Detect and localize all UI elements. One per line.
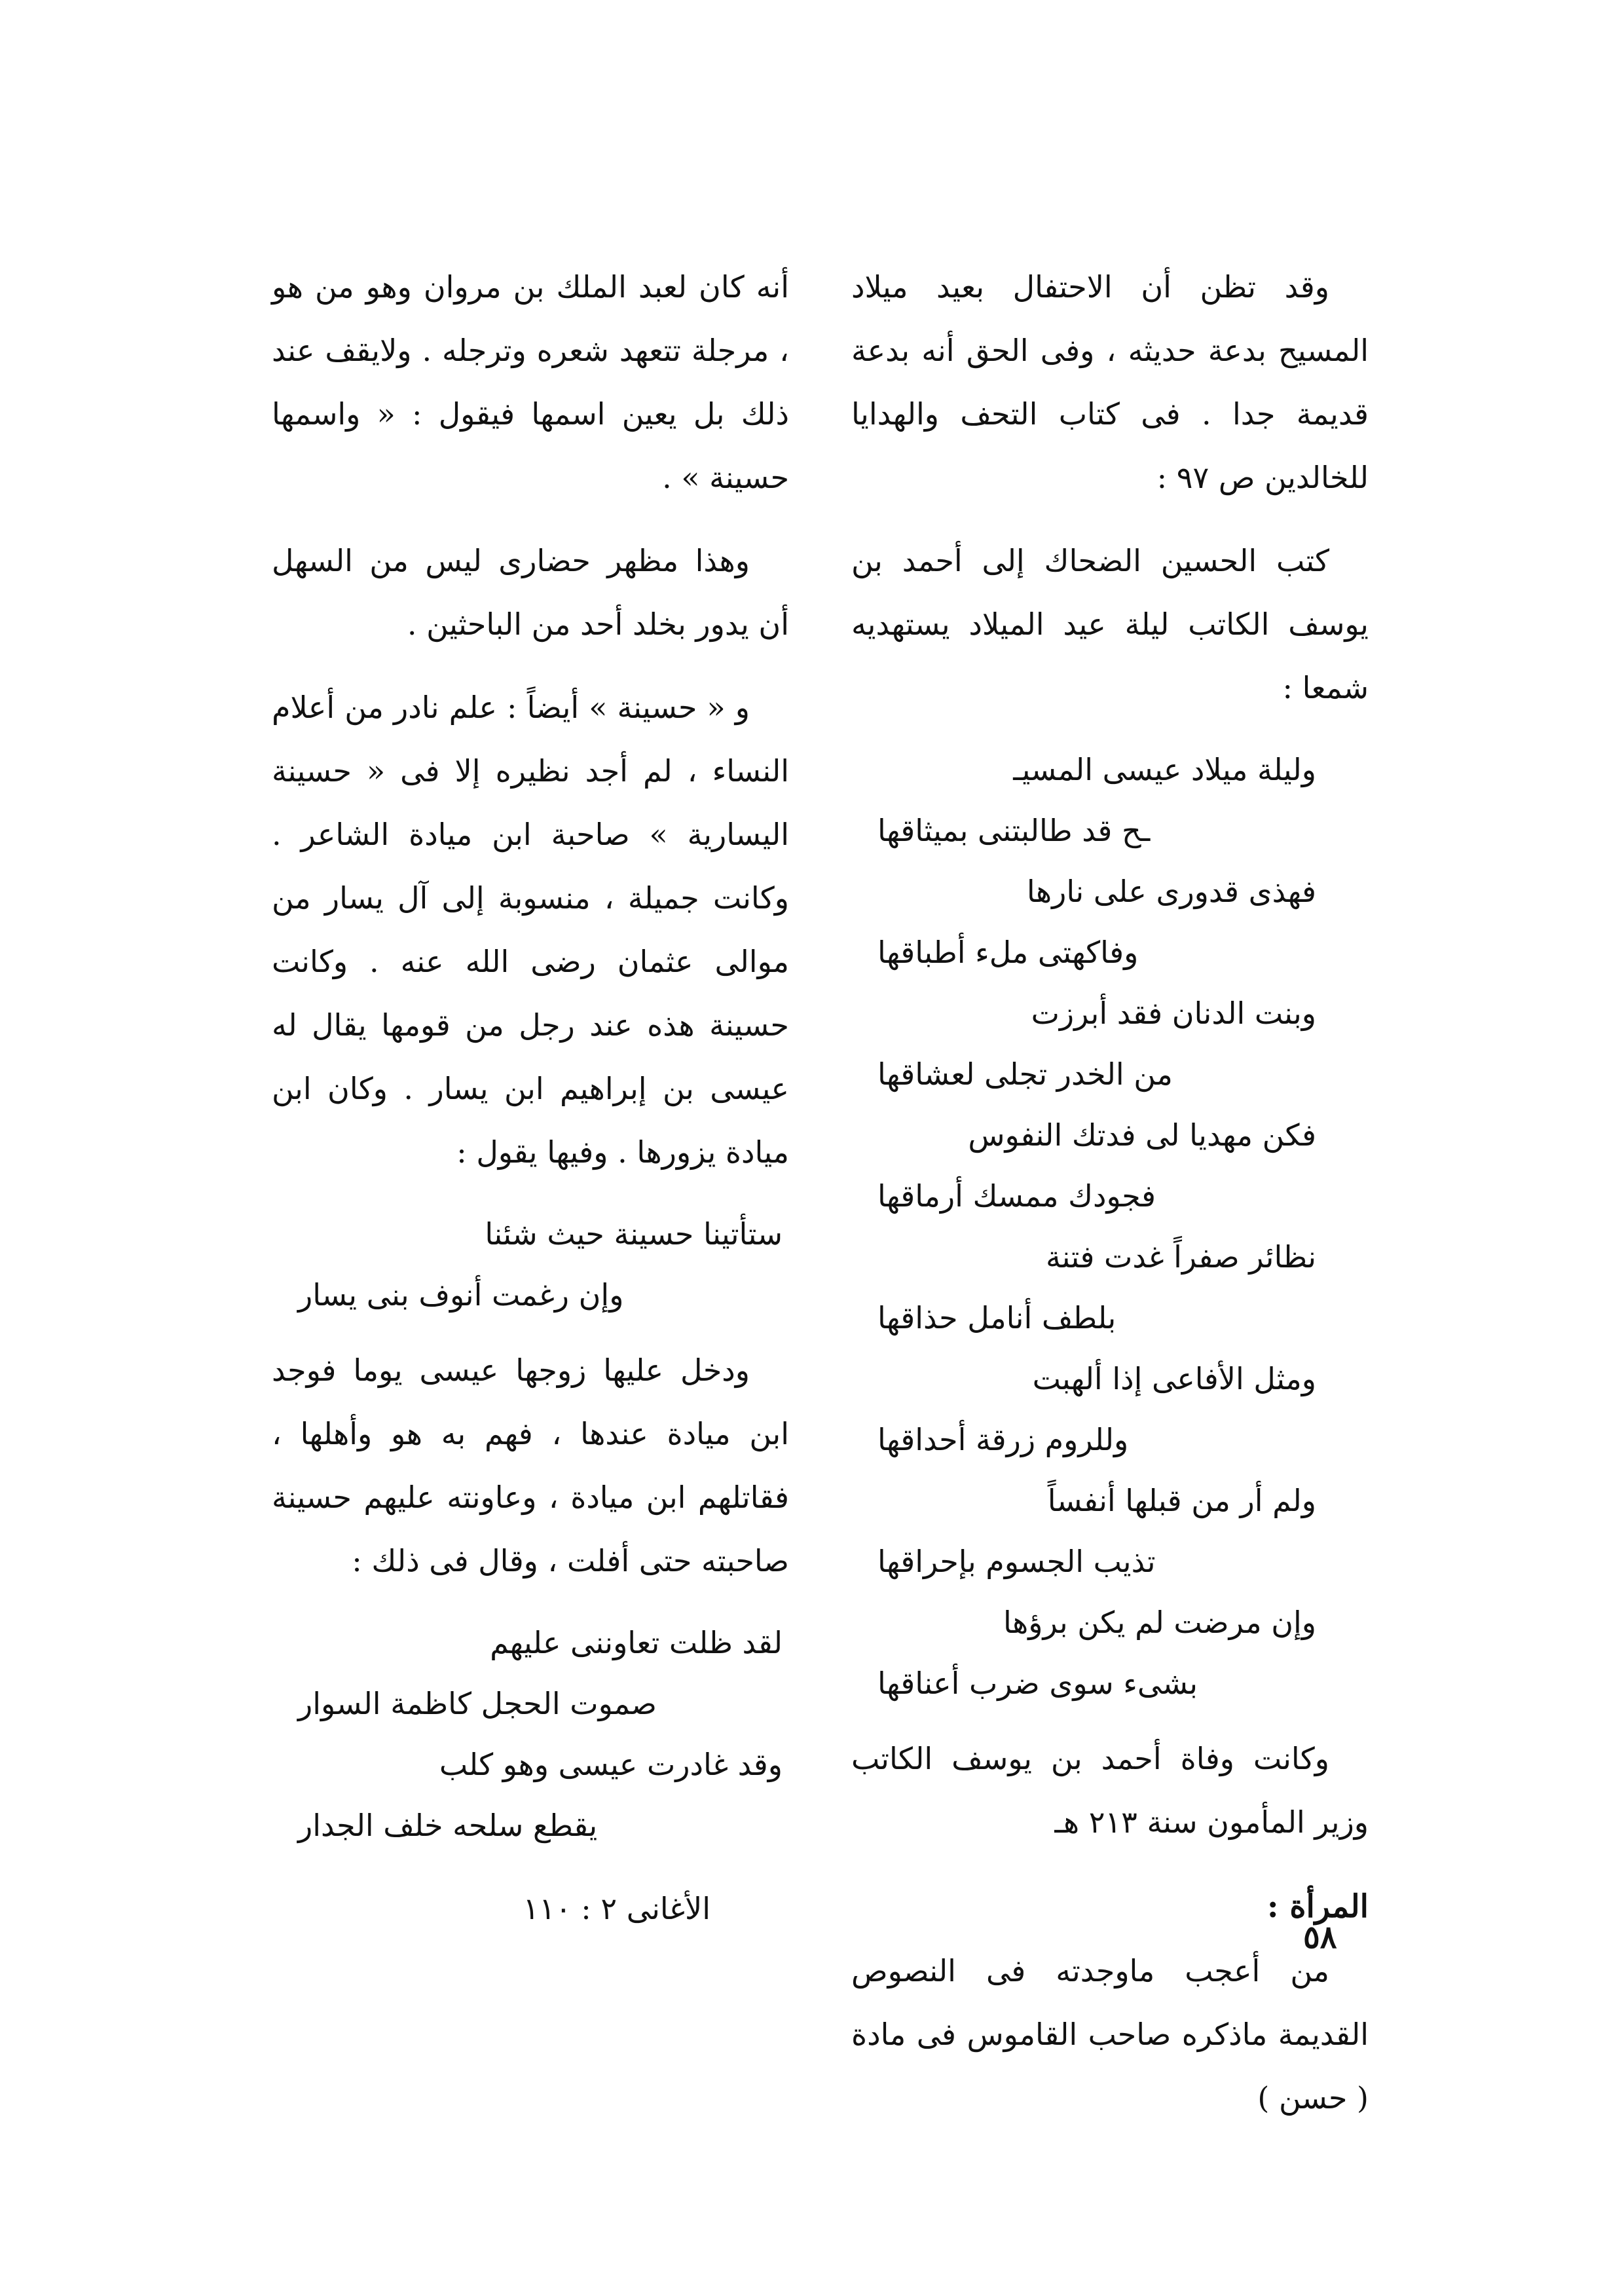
verse-first-half: ولم أر من قبلها أنفساً	[1047, 1483, 1316, 1518]
section-heading: المرأة :	[1266, 1888, 1369, 1925]
verse-first-half: نظائر صفراً غدت فتنة	[1045, 1239, 1316, 1275]
verse-first-half: ستأتينا حسينة حيث شئنا	[485, 1216, 783, 1252]
verse-second-half: بشىء سوى ضرب أعناقها	[877, 1666, 1198, 1701]
source-reference: الأغانى ٢ : ١١٠	[523, 1891, 710, 1926]
verse-first-half: فكن مهديا لى فدتك النفوس	[968, 1117, 1316, 1153]
poem	[851, 739, 1369, 1714]
verse-first-half: وبنت الدنان فقد أبرزت	[1031, 996, 1316, 1031]
verse-second-half: بلطف أنامل حذاقها	[877, 1300, 1116, 1335]
verse-first-half: لقد ظلت تعاوننى عليهم	[490, 1625, 783, 1660]
verse-second-half: وفاكهتى ملء أطباقها	[877, 935, 1139, 970]
verse-first-half: وإن مرضت لم يكن برؤها	[1003, 1605, 1316, 1640]
verse-second-half: يقطع سلحه خلف الجدار	[298, 1808, 598, 1843]
verse-second-half: صموت الحجل كاظمة السوار	[298, 1686, 657, 1721]
verse-second-half: ـح قد طالبتنى بميثاقها	[877, 813, 1151, 848]
left-column	[272, 255, 789, 1941]
verse-second-half: وإن رغمت أنوف بنى يسار	[298, 1277, 624, 1313]
verse-second-half: وللروم زرقة أحداقها	[877, 1422, 1129, 1457]
paragraph: وكانت وفاة أحمد بن يوسف الكاتب وزير المأمون سنة ٢١٣ هـ	[851, 1741, 1369, 1840]
verse-first-half: وليلة ميلاد عيسى المسيـ	[1013, 752, 1316, 787]
paragraph: وقد تظن أن الاحتفال بعيد ميلاد المسيح بدعة حديثه ، وفى الحق أنه بدعة قديمة جدا . فى كتاب التحف والهدايا للخالدين ص ٩٧ :	[851, 269, 1369, 495]
page-number: ٥٨	[1303, 1919, 1337, 1956]
poem	[272, 1613, 789, 1856]
right-column	[851, 255, 1369, 2150]
paragraph: و « حسينة » أيضاً : علم نادر من أعلام النساء ، لم أجد نظيره إلا فى « حسينة اليسارية » صاحبة ابن ميادة الشاعر . وكانت جميلة ، منسوبة إلى آل يسار من موالى عثمان رضى الله عنه . وكانت حسينة هذه عند رجل من قومها يقال له عيسى بن إبراهيم ابن يسار . وكان ابن ميادة يزورها . وفيها يقول :	[272, 690, 789, 1170]
verse-second-half: فجودك ممسك أرماقها	[877, 1178, 1156, 1214]
paragraph: ودخل عليها زوجها عيسى يوما فوجد ابن ميادة عندها ، فهم به هو وأهلها ، فقاتلهم ابن ميادة ، وعاونته عليهم حسينة صاحبته حتى أفلت ، وقال فى ذلك :	[272, 1353, 789, 1578]
paragraph: كتب الحسين الضحاك إلى أحمد بن يوسف الكاتب ليلة عيد الميلاد يستهديه شمعا :	[851, 543, 1369, 705]
verse-first-half: وقد غادرت عيسى وهو كلب	[439, 1747, 783, 1782]
poem	[272, 1204, 789, 1326]
paragraph: أنه كان لعبد الملك بن مروان وهو من هو ، مرجلة تتعهد شعره وترجله . ولايقف عند ذلك بل يعين اسمها فيقول : « واسمها حسينة » .	[272, 269, 789, 495]
paragraph: وهذا مظهر حضارى ليس من السهل أن يدور بخلد أحد من الباحثين .	[272, 543, 789, 642]
verse-second-half: من الخدر تجلى لعشاقها	[877, 1056, 1173, 1092]
verse-first-half: فهذى قدورى على نارها	[1026, 874, 1316, 909]
verse-second-half: تذيب الجسوم بإحراقها	[877, 1544, 1156, 1579]
verse-first-half: ومثل الأفاعى إذا ألهبت	[1032, 1361, 1316, 1396]
paragraph: من أعجب ماوجدته فى النصوص القديمة ماذكره صاحب القاموس فى مادة ( حسن )	[851, 1953, 1369, 2116]
